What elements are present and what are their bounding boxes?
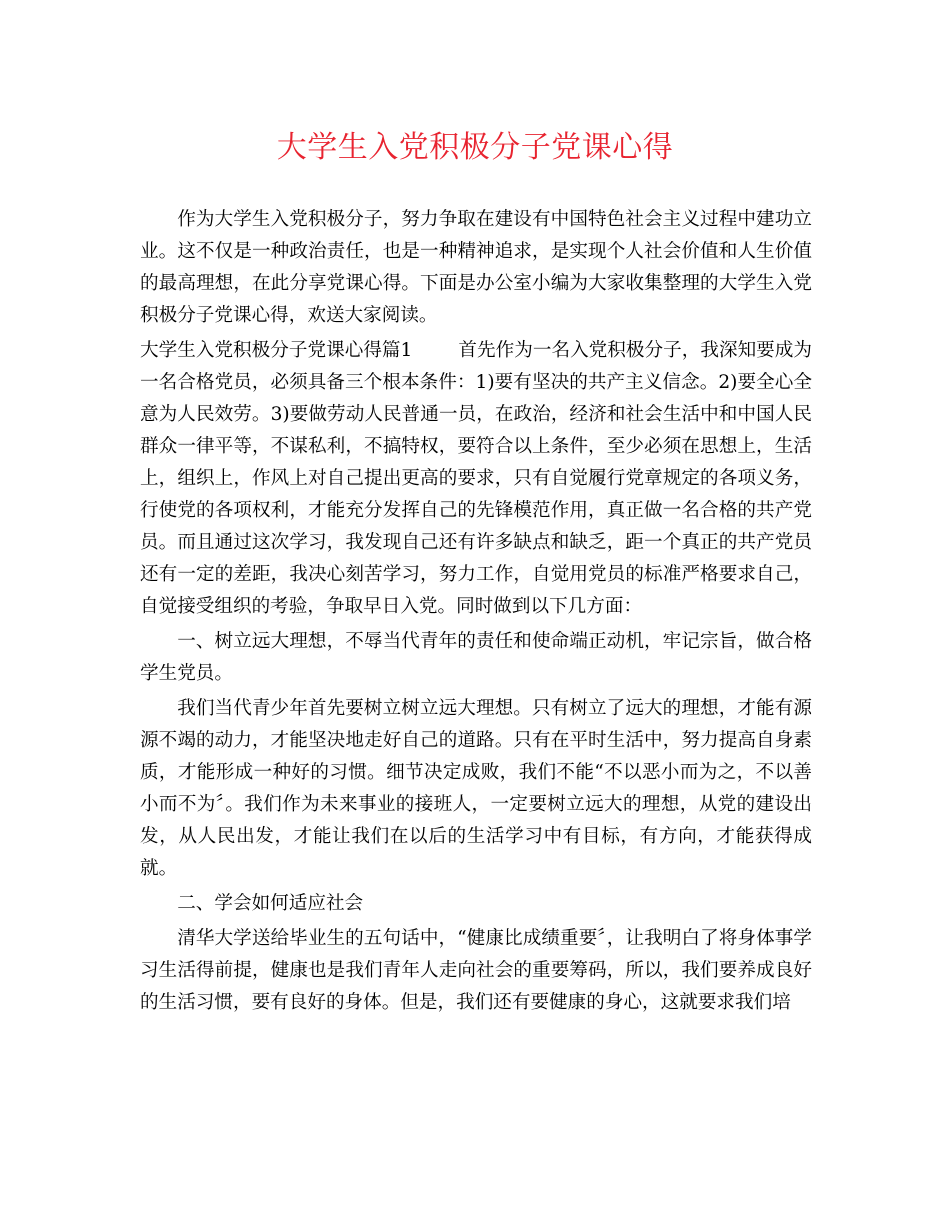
point-one-paragraph: 我们当代青少年首先要树立树立远大理想。只有树立了远大的理想，才能有源源不竭的动力，才能坚决地走好自己的道路。只有在平时生活中，努力提高自身素质，才能形成一种好的习惯。细节决定成败，我们不能“不以恶小而为之，不以善小而不为〞。我们作为未来事业的接班人，一定要树立远大的理想，从党的建设出发，从人民出发，才能让我们在以后的生活学习中有目标，有方向，才能获得成就。 (140, 698, 812, 879)
point-two-paragraph: 清华大学送给毕业生的五句话中，“健康比成绩重要〞，让我明白了将身体事学习生活得前提，健康也是我们青年人走向社会的重要筹码，所以，我们要养成良好的生活习惯，要有良好的身体。但是，我们还有要健康的身心，这就要求我们培 (140, 928, 812, 1013)
section-text: 首先作为一名入党积极分子，我深知要成为一名合格党员，必须具备三个根本条件：1)要有坚决的共产主义信念。2)要全心全意为人民效劳。3)要做劳动人民普通一员，在政治，经济和社会生活中和中国人民群众一律平等，不谋私利，不搞特权，要符合以上条件，至少必须在思想上，生活上，组织上，作风上对自己提出更高的要求，只有自觉履行党章规定的各项义务，行使党的各项权利，才能充分发挥自己的先锋模范作用，真正做一名合格的共产党员。而且通过这次学习，我发现自己还有许多缺点和缺乏，距一个真正的共产党员还有一定的差距，我决心刻苦学习，努力工作，自觉用党员的标准严格要求自己，自觉接受组织的考验，争取早日入党。同时做到以下几方面： (140, 340, 812, 617)
document-title: 大学生入党积极分子党课心得 (276, 130, 674, 165)
point-two-heading: 二、学会如何适应社会 (177, 893, 364, 914)
section-heading: 大学生入党积极分子党课心得篇1 (140, 340, 413, 361)
intro-paragraph: 作为大学生入党积极分子，努力争取在建设有中国特色社会主义过程中建功立业。这不仅是一种政治责任，也是一种精神追求，是实现个人社会价值和人生价值的最高理想，在此分享党课心得。下面是办公室小编为大家收集整理的大学生入党积极分子党课心得，欢送大家阅读。 (140, 209, 812, 326)
point-one-heading: 一、树立远大理想，不辱当代青年的责任和使命端正动机，牢记宗旨，做合格学生党员。 (140, 631, 812, 684)
document-body (140, 204, 812, 1022)
section-paragraph (140, 335, 812, 623)
